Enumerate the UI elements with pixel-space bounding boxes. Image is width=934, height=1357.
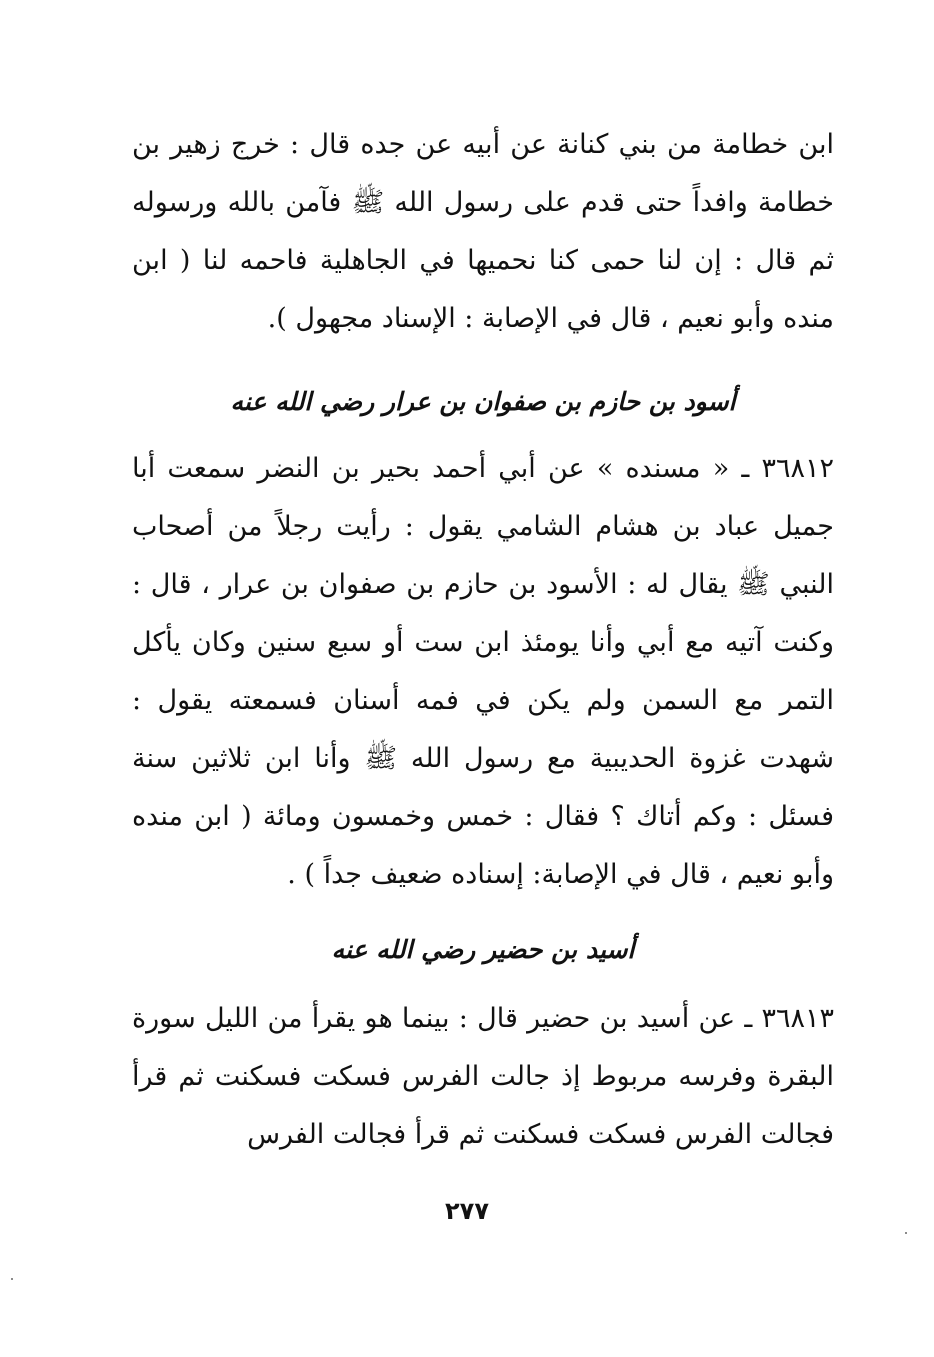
print-speck (11, 1278, 13, 1280)
page-number: ٢٧٧ (445, 1197, 489, 1225)
paragraph-zuhair-ibn-khitama: ابن خطامة من بني كنانة عن أبيه عن جده قال : خرج زهير بن خطامة وافداً حتى قدم على رسول الله ﷺ فآمن بالله ورسوله ثم قال : إن لنا حمى كنا نحميها في الجاهلية فاحمه لنا ( ابن منده وأبو نعيم ، قال في الإصابة : الإسناد مجهول ). (132, 129, 834, 334)
section-heading-aswad-ibn-hazim: أسود بن حازم بن صفوان بن عرار رضي الله عنه (230, 387, 736, 416)
section-heading-usayd-ibn-hudayr: أسيد بن حضير رضي الله عنه (331, 935, 635, 964)
paragraph-hadith-36812: ٣٦٨١٢ ـ « مسنده » عن أبي أحمد بحير بن النضر سمعت أبا جميل عباد بن هشام الشامي يقول : رأيت رجلاً من أصحاب النبي ﷺ يقال له : الأسود بن حازم بن صفوان بن عرار ، قال : وكنت آتيه مع أبي وأنا يومئذ ابن ست أو سبع سنين وكان يأكل التمر مع السمن ولم يكن في فمه أسنان فسمعته يقول : شهدت غزوة الحديبية مع رسول الله ﷺ وأنا ابن ثلاثين سنة فسئل : وكم أتاك ؟ فقال : خمس وخمسون ومائة ( ابن منده وأبو نعيم ، قال في الإصابة: إسناده ضعيف جداً ) . (132, 453, 834, 890)
paragraph-hadith-36813: ٣٦٨١٣ ـ عن أسيد بن حضير قال : بينما هو يقرأ من الليل سورة البقرة وفرسه مربوط إذ جالت الفرس فسكت فسكنت ثم قرأ فجالت الفرس فسكت فسكنت ثم قرأ فجالت الفرس (132, 1003, 834, 1150)
print-speck (905, 1232, 907, 1234)
